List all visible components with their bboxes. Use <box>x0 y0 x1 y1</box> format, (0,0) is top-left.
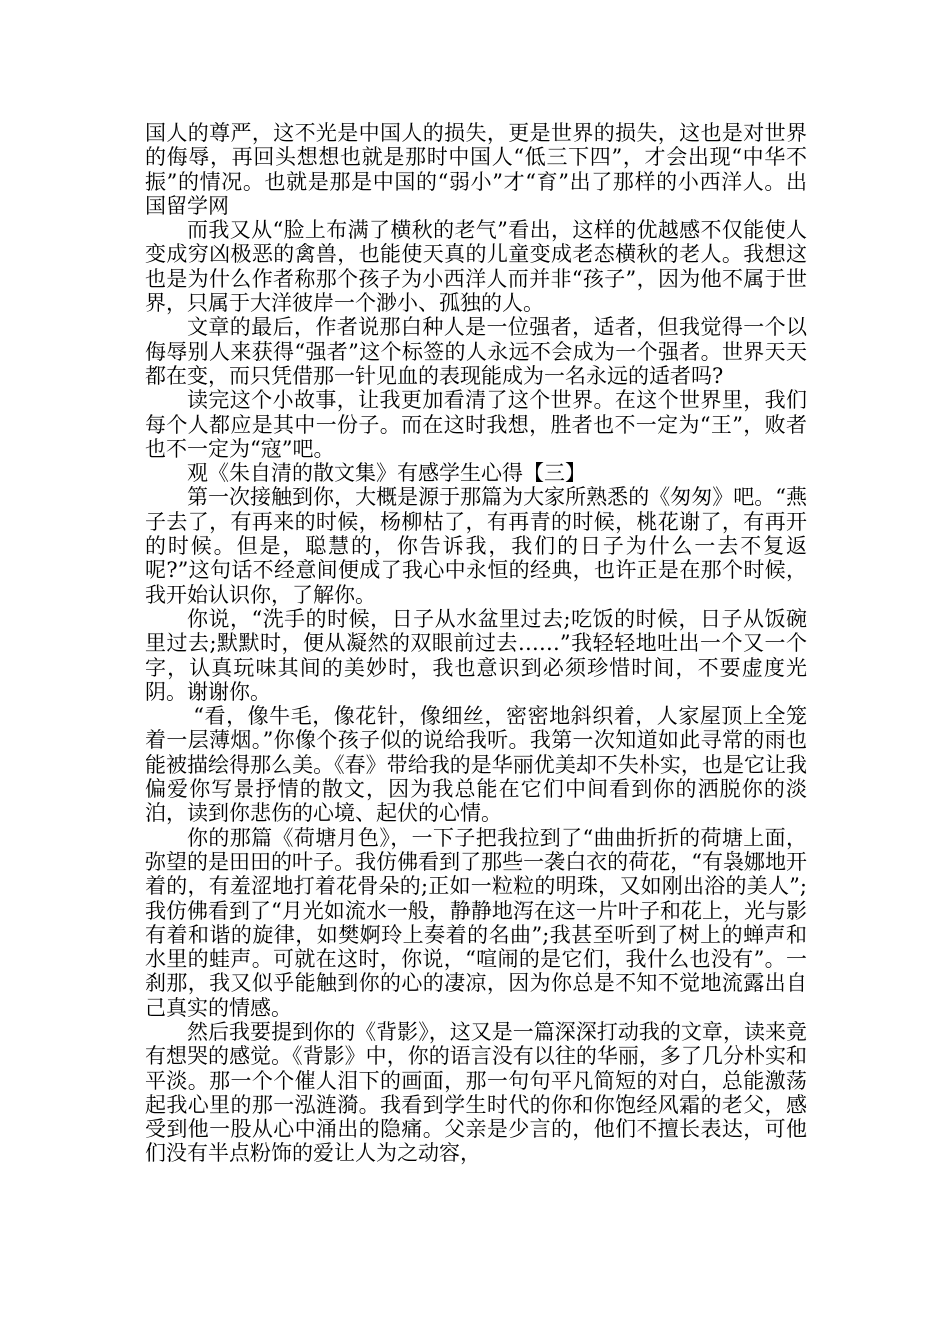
document-page <box>145 121 807 1166</box>
paragraph-4: 读完这个小故事，让我更加看清了这个世界。在这个世界里，我们每个人都应是其中一份子。而在这时我想，胜者也不一定为“王”，败者也不一定为“寇”吧。 <box>145 388 807 461</box>
paragraph-3: 文章的最后，作者说那白种人是一位强者，适者，但我觉得一个以侮辱别人来获得“强者”这个标签的人永远不会成为一个强者。世界天天都在变，而只凭借那一针见血的表现能成为一名永远的适者吗? <box>145 315 807 388</box>
paragraph-8: 你的那篇《荷塘月色》，一下子把我拉到了“曲曲折折的荷塘上面，弥望的是田田的叶子。我仿佛看到了那些一袭白衣的荷花，“有袅娜地开着的，有羞涩地打着花骨朵的;正如一粒粒的明珠，又如刚出浴的美人”;我仿佛看到了“月光如流水一般，静静地泻在这一片叶子和花上，光与影有着和谐的旋律，如樊婀玲上奏着的名曲”;我甚至听到了树上的蝉声和水里的蛙声。可就在这时，你说，“喧闹的是它们，我什么也没有”。一刹那，我又似乎能触到你的心的凄凉，因为你总是不知不觉地流露出自己真实的情感。 <box>145 825 807 1020</box>
paragraph-2: 而我又从“脸上布满了横秋的老气”看出，这样的优越感不仅能使人变成穷凶极恶的禽兽，也能使天真的儿童变成老态横秋的老人。我想这也是为什么作者称那个孩子为小西洋人而并非“孩子”，因为他不属于世界，只属于大洋彼岸一个渺小、孤独的人。 <box>145 218 807 316</box>
paragraph-6: 你说，“洗手的时候，日子从水盆里过去;吃饭的时候，日子从饭碗里过去;默默时，便从凝然的双眼前过去……”我轻轻地吐出一个又一个字，认真玩味其间的美妙时，我也意识到必须珍惜时间，不要虚度光阴。谢谢你。 <box>145 606 807 704</box>
paragraph-1: 国人的尊严，这不光是中国人的损失，更是世界的损失，这也是对世界的侮辱，再回头想想也就是那时中国人“低三下四”，才会出现“中华不振”的情况。也就是那是中国的“弱小”才“育”出了那样的小西洋人。出国留学网 <box>145 121 807 218</box>
paragraph-7: “看，像牛毛，像花针，像细丝，密密地斜织着，人家屋顶上全笼着一层薄烟。”你像个孩子似的说给我听。我第一次知道如此寻常的雨也能被描绘得那么美。《春》带给我的是华丽优美却不失朴实，也是它让我偏爱你写景抒情的散文，因为我总能在它们中间看到你的洒脱你的淡泊，读到你悲伤的心境、起伏的心情。 <box>145 704 807 826</box>
paragraph-9: 然后我要提到你的《背影》，这又是一篇深深打动我的文章，读来竟有想哭的感觉。《背影》中，你的语言没有以往的华丽，多了几分朴实和平淡。那一个个催人泪下的画面，那一句句平凡简短的对白，总能激荡起我心里的那一泓涟漪。我看到学生时代的你和你饱经风霜的老父，感受到他一股从心中涌出的隐痛。父亲是少言的，他们不擅长表达，可他们没有半点粉饰的爱让人为之动容， <box>145 1019 807 1166</box>
paragraph-5: 第一次接触到你，大概是源于那篇为大家所熟悉的《匆匆》吧。“燕子去了，有再来的时候，杨柳枯了，有再青的时候，桃花谢了，有再开的时候。但是，聪慧的，你告诉我，我们的日子为什么一去不复返呢?”这句话不经意间便成了我心中永恒的经典，也许正是在那个时候，我开始认识你，了解你。 <box>145 485 807 607</box>
section-heading: 观《朱自清的散文集》有感学生心得【三】 <box>187 461 586 486</box>
